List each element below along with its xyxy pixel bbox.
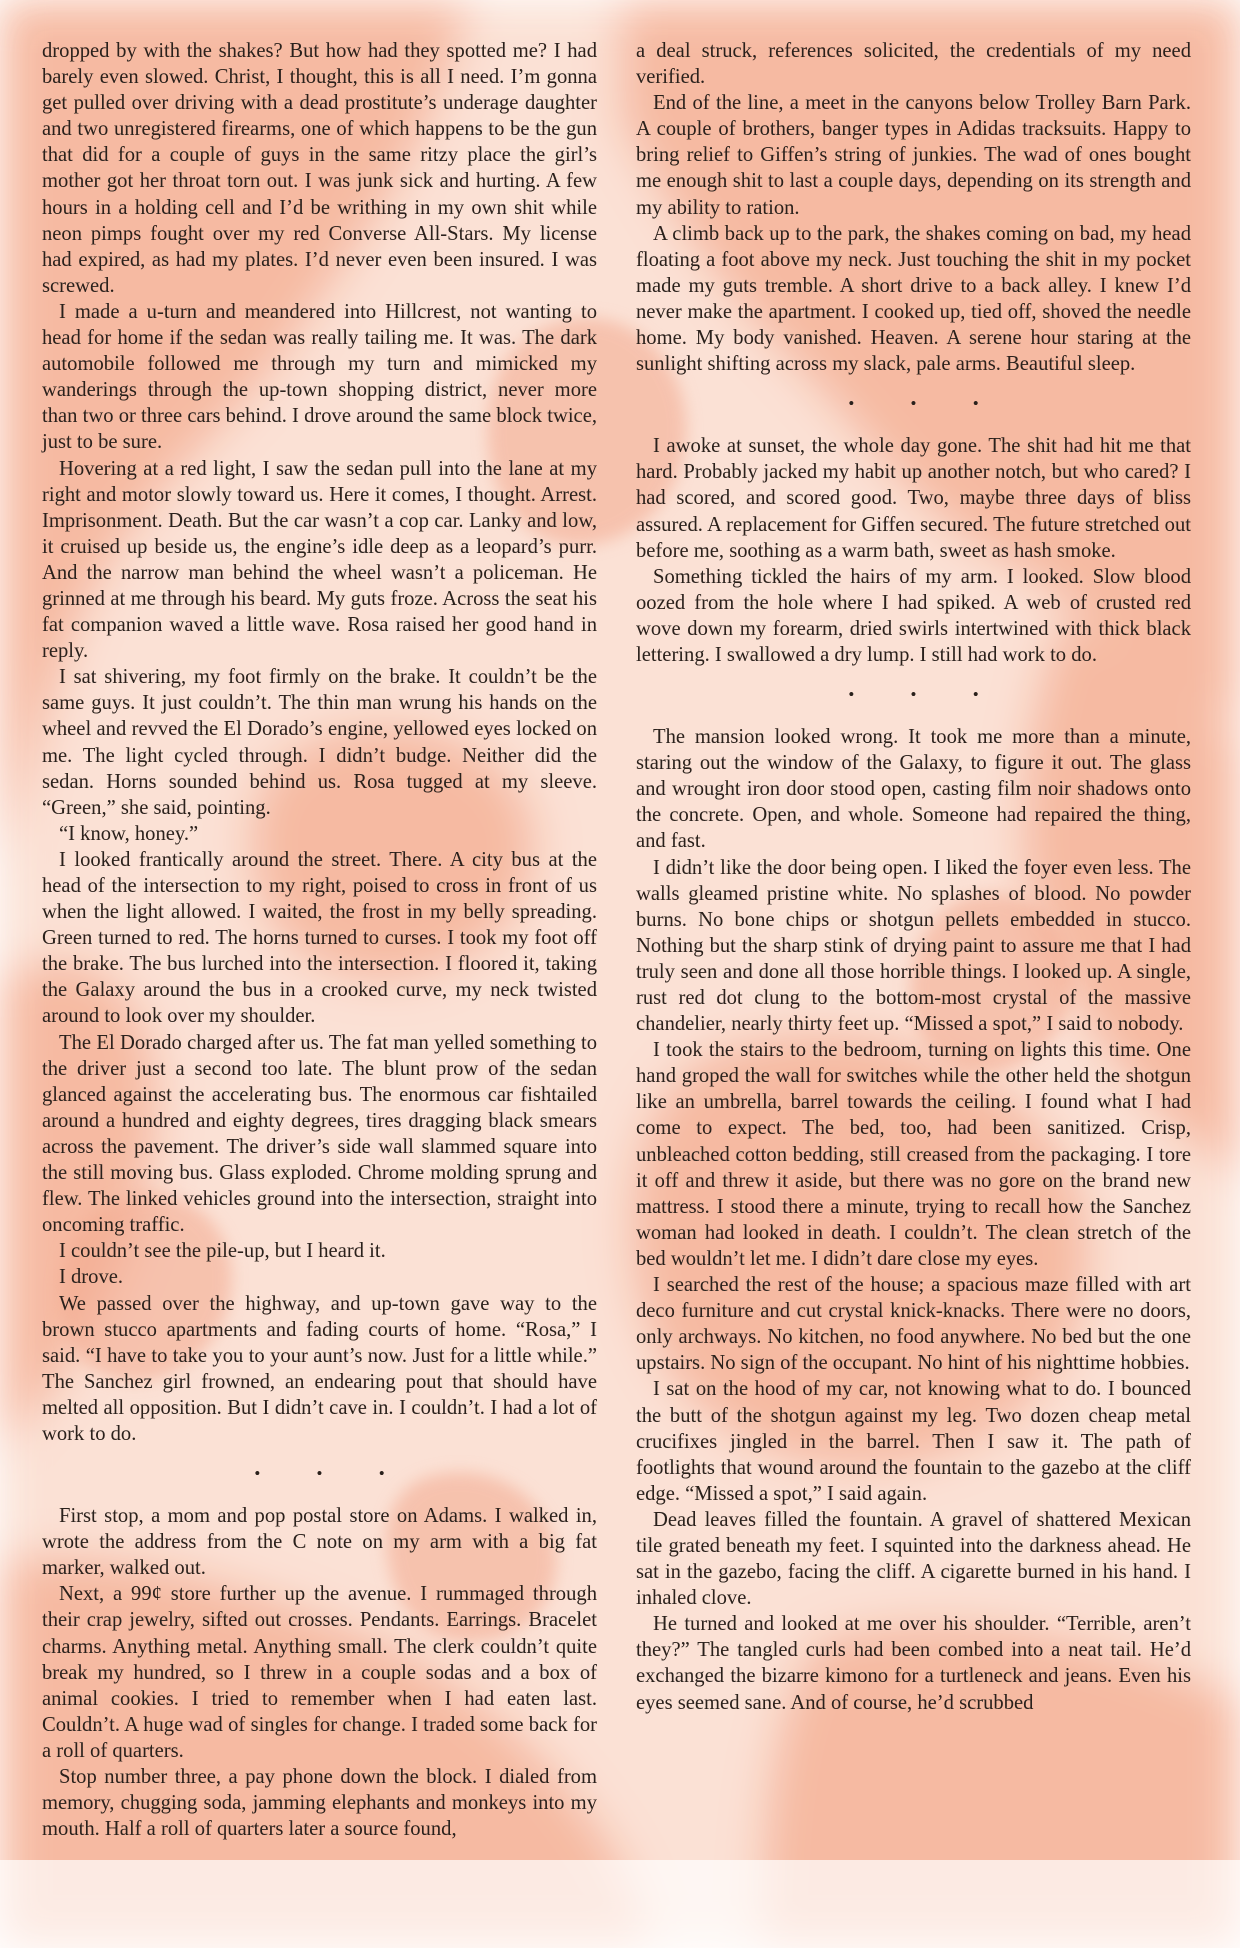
- right-paragraph: Dead leaves filled the fountain. A gravel of shattered Mexican tile grated beneath my feet. I squinted into the darkness ahead. He sat in the gazebo, facing the cliff. A cigarette burned in his hand. I inhaled clove.: [636, 1508, 1191, 1610]
- left-paragraph: I looked frantically around the street. There. A city bus at the head of the intersection to my right, poised to cross in front of us when the light allowed. I waited, the frost in my belly spreading. Green turned to red. The horns turned to curses. I took my foot off the brake. The bus lurched into the intersection. I floored it, taking the Galaxy around the bus in a crooked curve, my neck twisted around to look over my shoulder.: [42, 848, 597, 1028]
- right-paragraph: I awoke at sunset, the whole day gone. The shit had hit me that hard. Probably jacked my habit up another notch, but who cared? I had scored, and scored good. Two, maybe three days of bliss assured. A replacement for Giffen secured. The future stretched out before me, soothing as a warm bath, sweet as hash smoke.: [636, 435, 1191, 562]
- left-paragraph: The El Dorado charged after us. The fat man yelled something to the driver just a second too late. The blunt prow of the sedan glanced against the accelerating bus. The enormous car fishtailed around a hundred and eighty degrees, tires dragging black smears across the pavement. The driver’s side wall slammed square into the still moving bus. Glass exploded. Chrome molding sprung and flew. The linked vehicles ground into the intersection, straight into oncoming traffic.: [42, 1031, 597, 1237]
- left-paragraph: “I know, honey.”: [59, 822, 199, 845]
- left-paragraph: We passed over the highway, and up-town gave way to the brown stucco apartments and fading courts of home. “Rosa,” I said. “I have to take you to your aunt’s now. Just for a little while.” The Sanchez girl frowned, an endearing pout that should have melted all opposition. But I didn’t cave in. I couldn’t. I had a lot of work to do.: [42, 1292, 597, 1445]
- right-column: [636, 38, 1191, 1716]
- right-paragraph: He turned and looked at me over his shoulder. “Terrible, aren’t they?” The tangled curls had been combed into a neat tail. He’d exchanged the bizarre kimono for a turtleneck and jeans. Even his eyes seemed sane. And of course, he’d scrubbed: [636, 1613, 1191, 1714]
- right-paragraph: A climb back up to the park, the shakes coming on bad, my head floating a foot above my neck. Just touching the shit in my pocket made my guts tremble. A short drive to a back alley. I knew I’d never make the apartment. I cooked up, tied off, shoved the needle home. My body vanished. Heaven. A serene hour staring at the sunlight shifting across my slack, pale arms. Beautiful sleep.: [636, 222, 1191, 376]
- left-paragraph: Stop number three, a pay phone down the block. I dialed from memory, chugging soda, jamming elephants and monkeys into my mouth. Half a roll of quarters later a source found,: [42, 1766, 597, 1841]
- section-break: • • •: [254, 1464, 411, 1484]
- left-paragraph: Next, a 99¢ store further up the avenue. I rummaged through their crap jewelry, sifted out crosses. Pendants. Earrings. Bracelet charms. Anything metal. Anything small. The clerk couldn’t quite break my hundred, so I threw in a couple sodas and a box of animal cookies. I tried to remember when I had eaten last. Couldn’t. A huge wad of singles for change. I traded some back for a roll of quarters.: [42, 1583, 597, 1762]
- left-paragraph: Hovering at a red light, I saw the sedan pull into the lane at my right and motor slowly toward us. Here it comes, I thought. Arrest. Imprisonment. Death. But the car wasn’t a cop car. Lanky and low, it cruised up beside us, the engine’s idle deep as a leopard’s purr. And the narrow man behind the wheel wasn’t a policeman. He grinned at me through his beard. My guts froze. Across the seat his fat companion waved a little wave. Rosa raised her good hand in reply.: [42, 457, 597, 663]
- right-paragraph: End of the line, a meet in the canyons below Trolley Barn Park. A couple of brothers, banger types in Adidas tracksuits. Happy to bring relief to Giffen’s string of junkies. The wad of ones bought me enough shit to last a couple days, depending on its strength and my ability to ration.: [636, 92, 1191, 219]
- right-paragraph: I sat on the hood of my car, not knowing what to do. I bounced the butt of the shotgun against my leg. Two dozen cheap metal crucifixes jingled in the barrel. Then I saw it. The path of footlights that wound around the fountain to the gazebo at the cliff edge. “Missed a spot,” I said again.: [636, 1378, 1191, 1505]
- left-paragraph: First stop, a mom and pop postal store on Adams. I walked in, wrote the address from the C note on my arm with a big fat marker, walked out.: [42, 1505, 597, 1580]
- left-paragraph: I drove.: [59, 1266, 124, 1289]
- left-paragraph: I couldn’t see the pile-up, but I heard it.: [59, 1240, 386, 1263]
- right-paragraph: The mansion looked wrong. It took me more than a minute, staring out the window of the Galaxy, to figure it out. The glass and wrought iron door stood open, casting film noir shadows onto the concrete. Open, and whole. Someone had repaired the thing, and fast.: [636, 726, 1191, 853]
- right-paragraph: I didn’t like the door being open. I liked the foyer even less. The walls gleamed pristine white. No splashes of blood. No powder burns. No bone chips or shotgun pellets embedded in stucco. Nothing but the sharp stink of drying paint to assure me that I had truly seen and done all those horrible things. I looked up. A single, rust red dot clung to the bottom-most crystal of the massive chandelier, nearly thirty feet up. “Missed a spot,” I said to nobody.: [636, 856, 1191, 1036]
- section-break: • • •: [848, 685, 1005, 705]
- left-column: [42, 38, 597, 1842]
- left-paragraph: I made a u-turn and meandered into Hillcrest, not wanting to head for home if the sedan was really tailing me. It was. The dark automobile followed me through my turn and mimicked my wanderings through the up-town shopping district, never more than two or three cars behind. I drove around the same block twice, just to be sure.: [42, 300, 597, 454]
- right-paragraph: I took the stairs to the bedroom, turning on lights this time. One hand groped the wall for switches while the other held the shotgun like an umbrella, barrel towards the ceiling. I found what I had come to expect. The bed, too, had been sanitized. Crisp, unbleached cotton bedding, still creased from the packaging. I tore it off and threw it aside, but there was no gore on the brand new mattress. I stood there a minute, trying to recall how the Sanchez woman had looked in death. I couldn’t. The clean stretch of the bed wouldn’t let me. I didn’t dare close my eyes.: [636, 1039, 1191, 1270]
- right-paragraph: I searched the rest of the house; a spacious maze filled with art deco furniture and cut crystal knick-knacks. There were no doors, only archways. No kitchen, no food anywhere. No bed but the one upstairs. No sign of the occupant. No hint of his nighttime hobbies.: [636, 1274, 1191, 1375]
- section-break: • • •: [848, 394, 1005, 414]
- left-paragraph: I sat shivering, my foot firmly on the brake. It couldn’t be the same guys. It just couldn’t. The thin man wrung his hands on the wheel and revved the El Dorado’s engine, yellowed eyes locked on me. The light cycled through. I didn’t budge. Neither did the sedan. Horns sounded behind us. Rosa tugged at my sleeve. “Green,” she said, pointing.: [42, 666, 597, 819]
- right-paragraph: a deal struck, references solicited, the credentials of my need verified.: [636, 40, 1191, 89]
- left-paragraph: dropped by with the shakes? But how had they spotted me? I had barely even slowed. Christ, I thought, this is all I need. I’m gonna get pulled over driving with a dead prostitute’s underage daughter and two unregistered firearms, one of which happens to be the gun that did for a couple of guys in the same ritzy place the girl’s mother got her throat torn out. I was junk sick and hurting. A few hours in a holding cell and I’d be writhing in my own shit while neon pimps fought over my red Converse All-Stars. My license had expired, as had my plates. I’d never even been insured. I was screwed.: [42, 40, 597, 297]
- right-paragraph: Something tickled the hairs of my arm. I looked. Slow blood oozed from the hole where I had spiked. A web of crusted red wove down my forearm, dried swirls intertwined with thick black lettering. I swallowed a dry lump. I still had work to do.: [636, 565, 1191, 666]
